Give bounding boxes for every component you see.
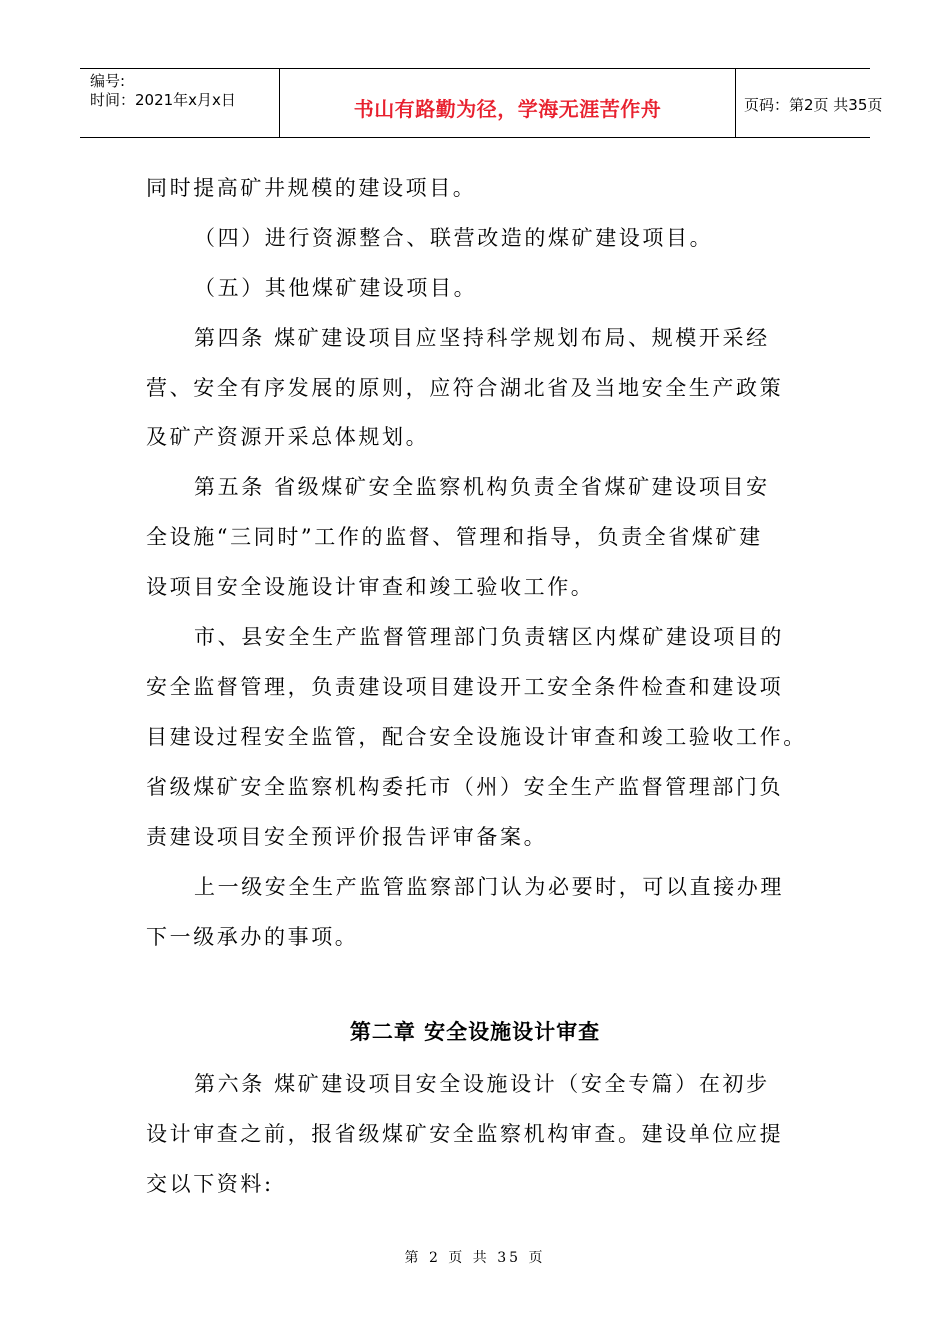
body-line: （五）其他煤矿建设项目。	[194, 276, 478, 300]
body-line: 同时提高矿井规模的建设项目。	[146, 176, 477, 200]
body-line: 全设施“三同时”工作的监督、管理和指导，负责全省煤矿建	[146, 525, 763, 549]
body-line: 营、安全有序发展的原则，应符合湖北省及当地安全生产政策	[146, 376, 784, 400]
body-line: 上一级安全生产监管监察部门认为必要时，可以直接办理	[194, 875, 784, 899]
header-motto-cell	[280, 69, 736, 137]
body-line: 及矿产资源开采总体规划。	[146, 425, 430, 449]
article-5-line: 第五条 省级煤矿安全监察机构负责全省煤矿建设项目安	[194, 475, 770, 499]
body-line: 交以下资料:	[146, 1172, 274, 1196]
body-line: 设项目安全设施设计审查和竣工验收工作。	[146, 575, 595, 599]
body-line: 市、县安全生产监督管理部门负责辖区内煤矿建设项目的	[194, 625, 784, 649]
chapter-heading: 第二章 安全设施设计审查	[349, 1020, 601, 1044]
header-motto: 书山有路勤为径，学海无涯苦作舟	[353, 97, 662, 121]
header-page-cell	[736, 69, 883, 137]
document-number-label: 编号:	[90, 72, 126, 90]
page-footer: 第 2 页 共 35 页	[404, 1250, 546, 1266]
body-line: 设计审查之前，报省级煤矿安全监察机构审查。建设单位应提	[146, 1122, 784, 1146]
body-line: 责建设项目安全预评价报告评审备案。	[146, 825, 548, 849]
body-line: 目建设过程安全监管，配合安全设施设计审查和竣工验收工作。	[146, 725, 807, 749]
body-line: （四）进行资源整合、联营改造的煤矿建设项目。	[194, 226, 714, 250]
body-line: 下一级承办的事项。	[146, 925, 359, 949]
header-info-cell	[80, 69, 280, 137]
article-6-line: 第六条 煤矿建设项目安全设施设计（安全专篇）在初步	[194, 1072, 770, 1096]
document-header	[80, 68, 883, 138]
article-4-line: 第四条 煤矿建设项目应坚持科学规划布局、规模开采经	[194, 326, 770, 350]
document-time-label: 时间：2021年x月x日	[90, 91, 236, 109]
body-line: 省级煤矿安全监察机构委托市（州）安全生产监督管理部门负	[146, 775, 784, 799]
header-page-number: 页码：第2页 共35页	[744, 96, 883, 114]
body-line: 安全监督管理，负责建设项目建设开工安全条件检查和建设项	[146, 675, 784, 699]
